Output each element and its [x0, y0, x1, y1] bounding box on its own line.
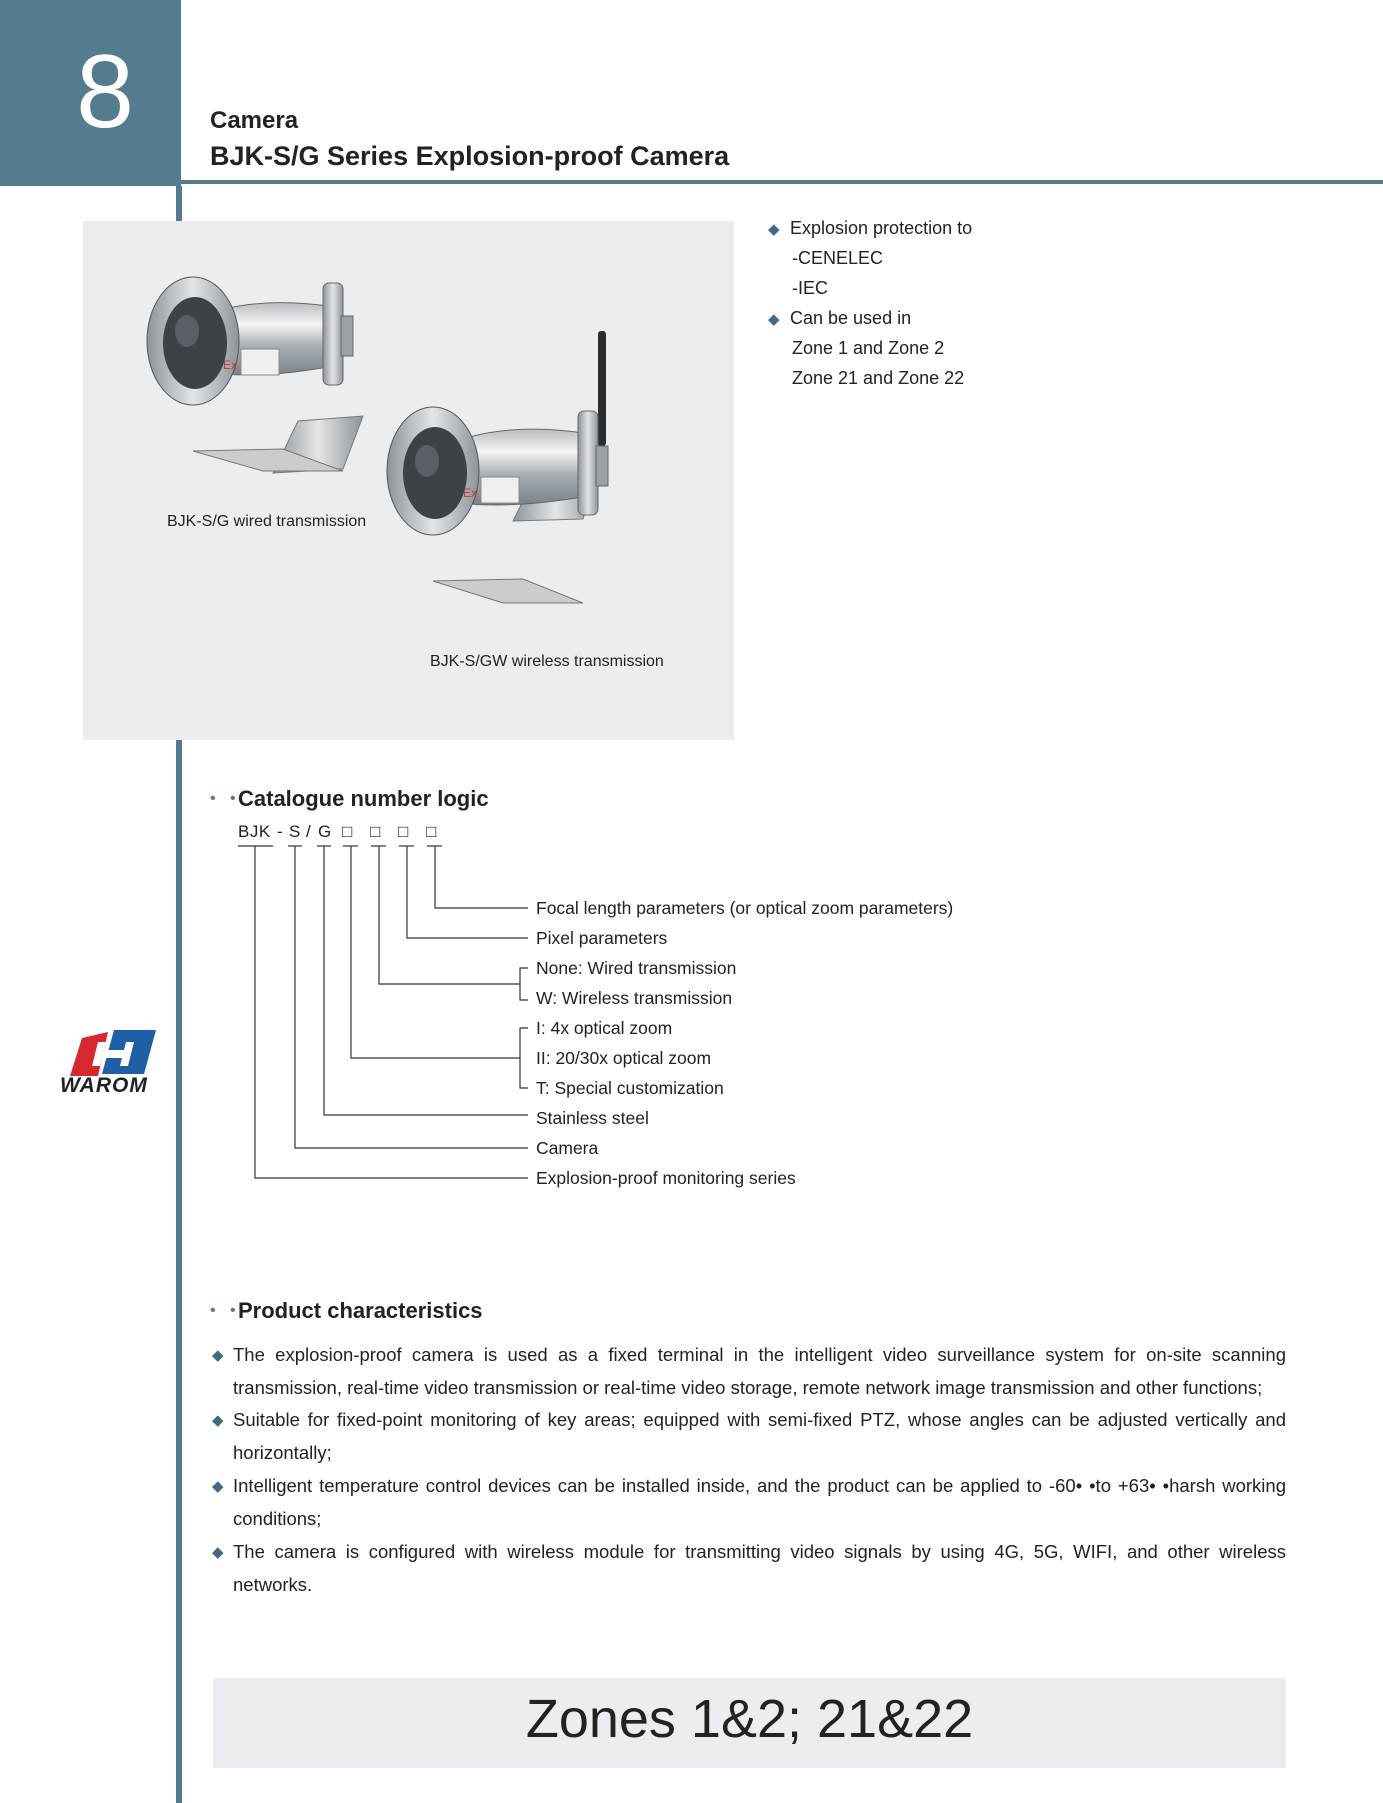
label-focal-length: Focal length parameters (or optical zoom parameters) [536, 898, 954, 918]
catalogue-heading: Catalogue number logic [238, 786, 489, 811]
svg-text:Ex: Ex [463, 486, 478, 500]
label-camera: Camera [536, 1138, 599, 1158]
label-4x-zoom: I: 4x optical zoom [536, 1018, 673, 1038]
characteristic-item-3: Intelligent temperature control devices can be installed inside, and the product can be applied to -60• •to +63• •harsh working conditions; [233, 1475, 1286, 1529]
zones-text: Zones 1&2; 21&22 [525, 1689, 974, 1749]
warom-logo-mark-icon [58, 1028, 170, 1078]
label-20-30x-zoom: II: 20/30x optical zoom [536, 1048, 712, 1068]
code-s: S [289, 822, 301, 841]
code-box-3: □ [398, 822, 409, 841]
diamond-bullet-icon: ◆ [212, 1347, 224, 1364]
characteristic-item-1: The explosion-proof camera is used as a fixed terminal in the intelligent video surveillance system for on-site scanning transmission, real-time video transmission or real-time video storage, remote network image transmission and other functions; [233, 1344, 1286, 1398]
wireless-caption: BJK-S/GW wireless transmission [430, 653, 664, 670]
feature-protection: Explosion protection to [790, 218, 973, 238]
bullet-icon: • [210, 790, 216, 807]
feature-iec: -IEC [792, 278, 828, 298]
bullet-icon: • [230, 1302, 236, 1319]
label-special: T: Special customization [536, 1078, 724, 1098]
svg-text:Ex: Ex [223, 358, 238, 372]
section-number: 8 [76, 34, 134, 150]
feature-cenelec: -CENELEC [792, 248, 884, 268]
code-box-4: □ [426, 822, 437, 841]
feature-zone-21-22: Zone 21 and Zone 22 [792, 368, 965, 388]
label-pixel: Pixel parameters [536, 928, 668, 948]
code-slash: / [306, 822, 312, 841]
diamond-bullet-icon: ◆ [768, 221, 780, 238]
warom-logo [58, 1028, 170, 1098]
bullet-icon: • [230, 790, 236, 807]
diamond-bullet-icon: ◆ [212, 1412, 224, 1429]
code-dash: - [277, 822, 284, 841]
page-title: BJK-S/G Series Explosion-proof Camera [210, 141, 730, 171]
warom-wordmark: WAROM [60, 1074, 148, 1097]
label-wired: None: Wired transmission [536, 958, 737, 978]
label-wireless: W: Wireless transmission [536, 988, 733, 1008]
diamond-bullet-icon: ◆ [212, 1478, 224, 1495]
code-g: G [318, 822, 332, 841]
characteristic-item-4: The camera is configured with wireless module for transmitting video signals by using 4G, 5G, WIFI, and other wireless networks. [233, 1541, 1286, 1595]
code-bjk: BJK [238, 822, 271, 841]
category-title: Camera [210, 107, 299, 134]
code-box-1: □ [342, 822, 353, 841]
bullet-icon: • [210, 1302, 216, 1319]
diamond-bullet-icon: ◆ [212, 1544, 224, 1561]
diamond-bullet-icon: ◆ [768, 311, 780, 328]
characteristic-item-2: Suitable for fixed-point monitoring of key areas; equipped with semi-fixed PTZ, whose angles can be adjusted vertically and horizontally; [233, 1409, 1286, 1463]
feature-usage: Can be used in [790, 308, 912, 328]
label-series: Explosion-proof monitoring series [536, 1168, 796, 1188]
characteristics-heading: Product characteristics [238, 1298, 483, 1323]
code-box-2: □ [370, 822, 381, 841]
label-stainless: Stainless steel [536, 1108, 649, 1128]
wired-caption: BJK-S/G wired transmission [167, 513, 367, 530]
feature-zone-1-2: Zone 1 and Zone 2 [792, 338, 945, 358]
